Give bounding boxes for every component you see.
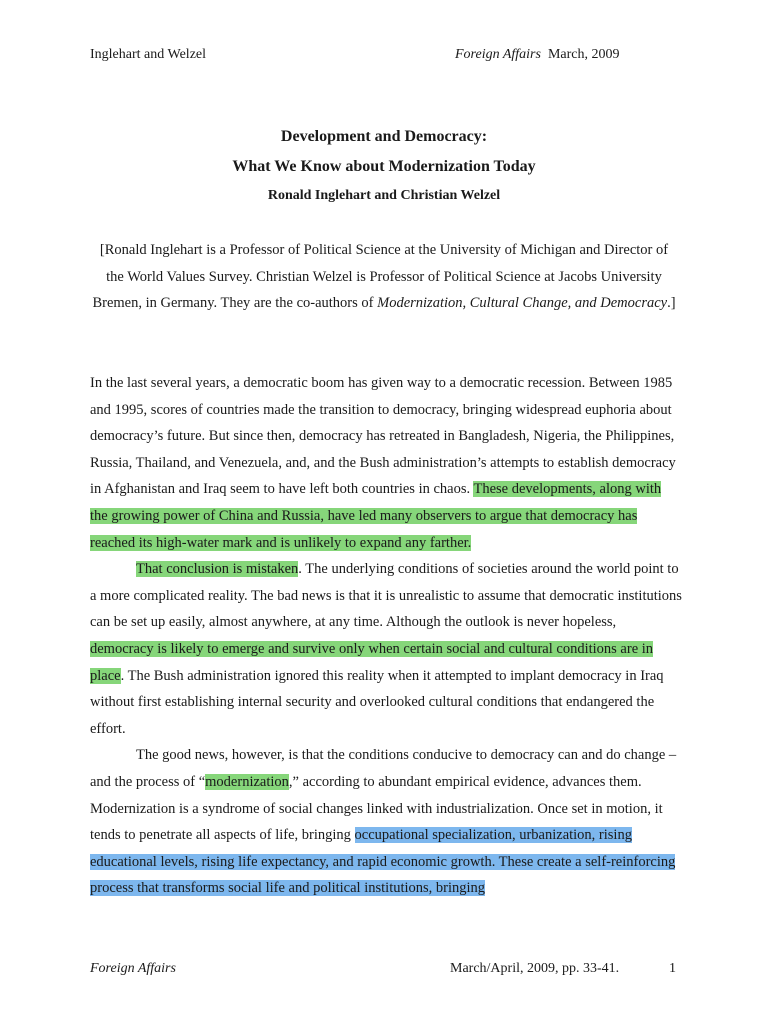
p2-text-a: . The underlying conditions of societies around the world point to a more complicated reality. The bad news is that it is unrealistic to assume that democratic institutions can be set up easily, almost anywhere, at any time. Although the outlook is never hopeless, <box>90 561 682 631</box>
p1-text: In the last several years, a democratic boom has given way to a democratic recession. Between 1985 and 1995, scores of countries made the transition to democracy, bringing widespread euphoria about democracy’s future. But since then, democracy has retreated in Bangladesh, Nigeria, the Philippines, Russia, Thailand, and Venezuela, and, and the Bush administration’s attempts to establish democracy in Afghanistan and Iraq seem to have left both countries in chaos. <box>90 375 676 498</box>
author-bio <box>90 237 678 317</box>
article-body <box>90 370 682 902</box>
running-header-journal <box>455 46 620 64</box>
article-title-line2: What We Know about Modernization Today <box>232 158 536 175</box>
running-header-authors: Inglehart and Welzel <box>90 47 207 62</box>
highlight-green: modernization <box>205 773 289 790</box>
highlight-green: These developments, along with the growing power of China and Russia, have led many observers to argue that democracy has reached its high-water mark and is unlikely to expand any farther. <box>90 481 662 551</box>
article-title-line1: Development and Democracy: <box>280 128 488 145</box>
paragraph-3 <box>90 742 682 902</box>
header-date: March, 2009 <box>547 47 620 62</box>
footer-journal: Foreign Affairs <box>90 961 176 976</box>
paragraph-2 <box>90 556 682 742</box>
p3-text-b: ,” according to abundant empirical evidence, advances them. Modernization is a syndrome of social changes linked with industrialization. Once set in motion, it tends to penetrate all aspects of life, bringing <box>90 773 663 844</box>
bio-text: [Ronald Inglehart is a Professor of Political Science at the University of Michigan and Director of the World Values Survey. Christian Welzel is Professor of Political Science at Jacobs University Bremen, in Germany. They are the co-authors of <box>92 242 669 312</box>
highlight-green: That conclusion is mistaken <box>136 561 299 578</box>
bio-book-title: Modernization, Cultural Change, and Democracy <box>377 295 668 312</box>
highlight-green: democracy is likely to emerge and survive only when certain social and cultural conditions are in place <box>90 640 654 684</box>
p2-text-b: . The Bush administration ignored this reality when it attempted to implant democracy in Iraq without first establishing internal security and overlooked cultural conditions that endangered the effort. <box>90 667 664 737</box>
bio-end: .] <box>667 295 676 312</box>
article-authors: Ronald Inglehart and Christian Welzel <box>267 188 501 203</box>
p3-text-a: The good news, however, is that the conditions conducive to democracy can and do change – and the process of “ <box>90 747 677 790</box>
header-journal-name: Foreign Affairs <box>455 47 541 62</box>
highlight-blue: occupational specialization, urbanization, rising educational levels, rising life expectancy, and rapid economic growth. These create a self-reinforcing process that transforms social life and political institutions, bringing <box>90 827 676 897</box>
paragraph-1 <box>90 370 682 556</box>
page-number: 1 <box>669 961 676 976</box>
footer-citation: March/April, 2009, pp. 33-41. <box>450 961 620 976</box>
